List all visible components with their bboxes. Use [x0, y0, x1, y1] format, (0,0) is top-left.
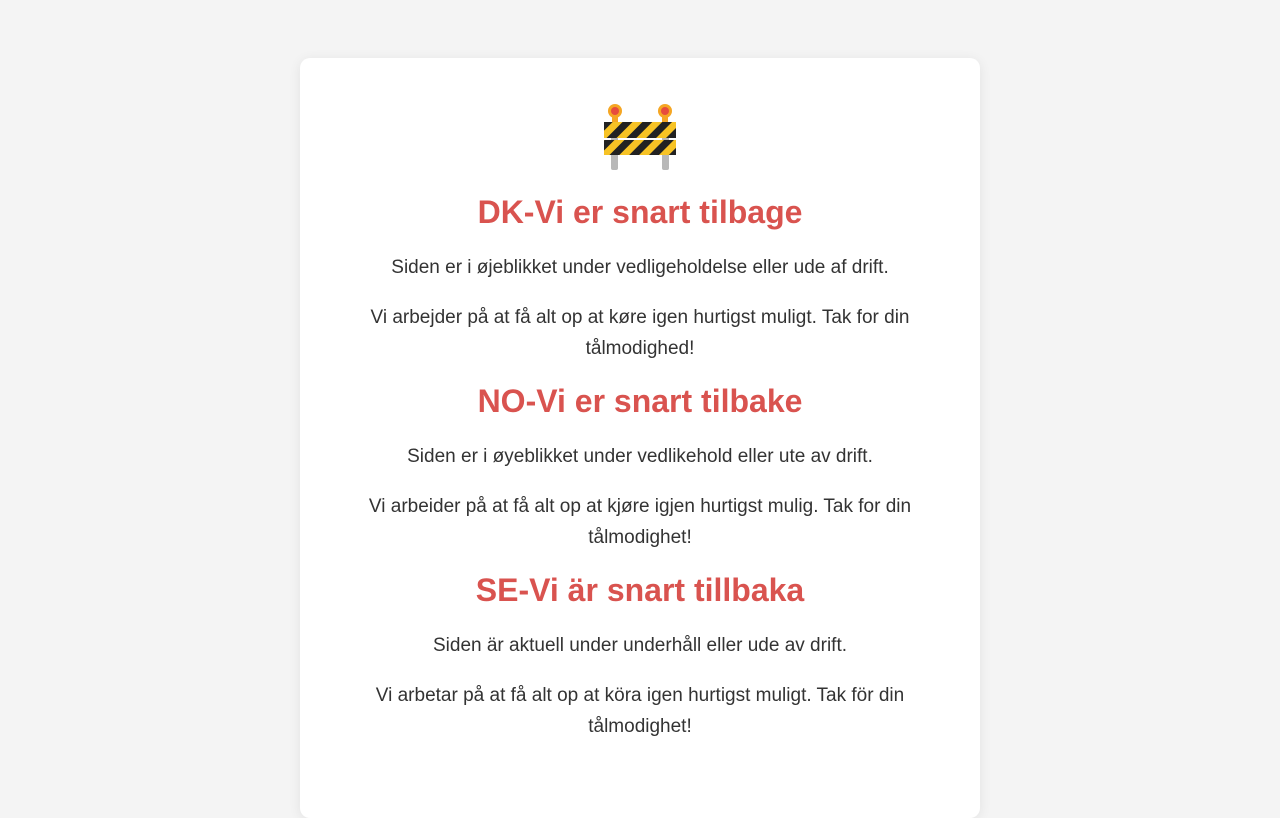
section-no [360, 383, 920, 553]
text-dk-line1: Siden er i øjeblikket under vedligeholdelse eller ude af drift. [391, 257, 889, 278]
heading-dk: DK-Vi er snart tilbage [477, 194, 803, 230]
text-se-line1: Siden är aktuell under underhåll eller ude av drift. [432, 635, 848, 656]
construction-barrier-icon [603, 102, 677, 172]
text-no-line1: Siden er i øyeblikket under vedlikehold eller ute av drift. [407, 446, 873, 467]
text-dk-line2: Vi arbejder på at få alt op at køre igen hurtigst muligt. Tak for din tålmodighed! [370, 307, 910, 359]
text-se-line2: Vi arbetar på at få alt op at köra igen hurtigst muligt. Tak för din tålmodighet! [375, 685, 905, 737]
maintenance-card [300, 58, 980, 818]
section-dk [360, 194, 920, 364]
text-no-line2: Vi arbeider på at få alt op at kjøre igjen hurtigst mulig. Tak for din tålmodighet! [368, 496, 912, 548]
heading-no: NO-Vi er snart tilbake [477, 383, 803, 419]
section-se [360, 572, 920, 742]
heading-se: SE-Vi är snart tillbaka [475, 572, 805, 608]
